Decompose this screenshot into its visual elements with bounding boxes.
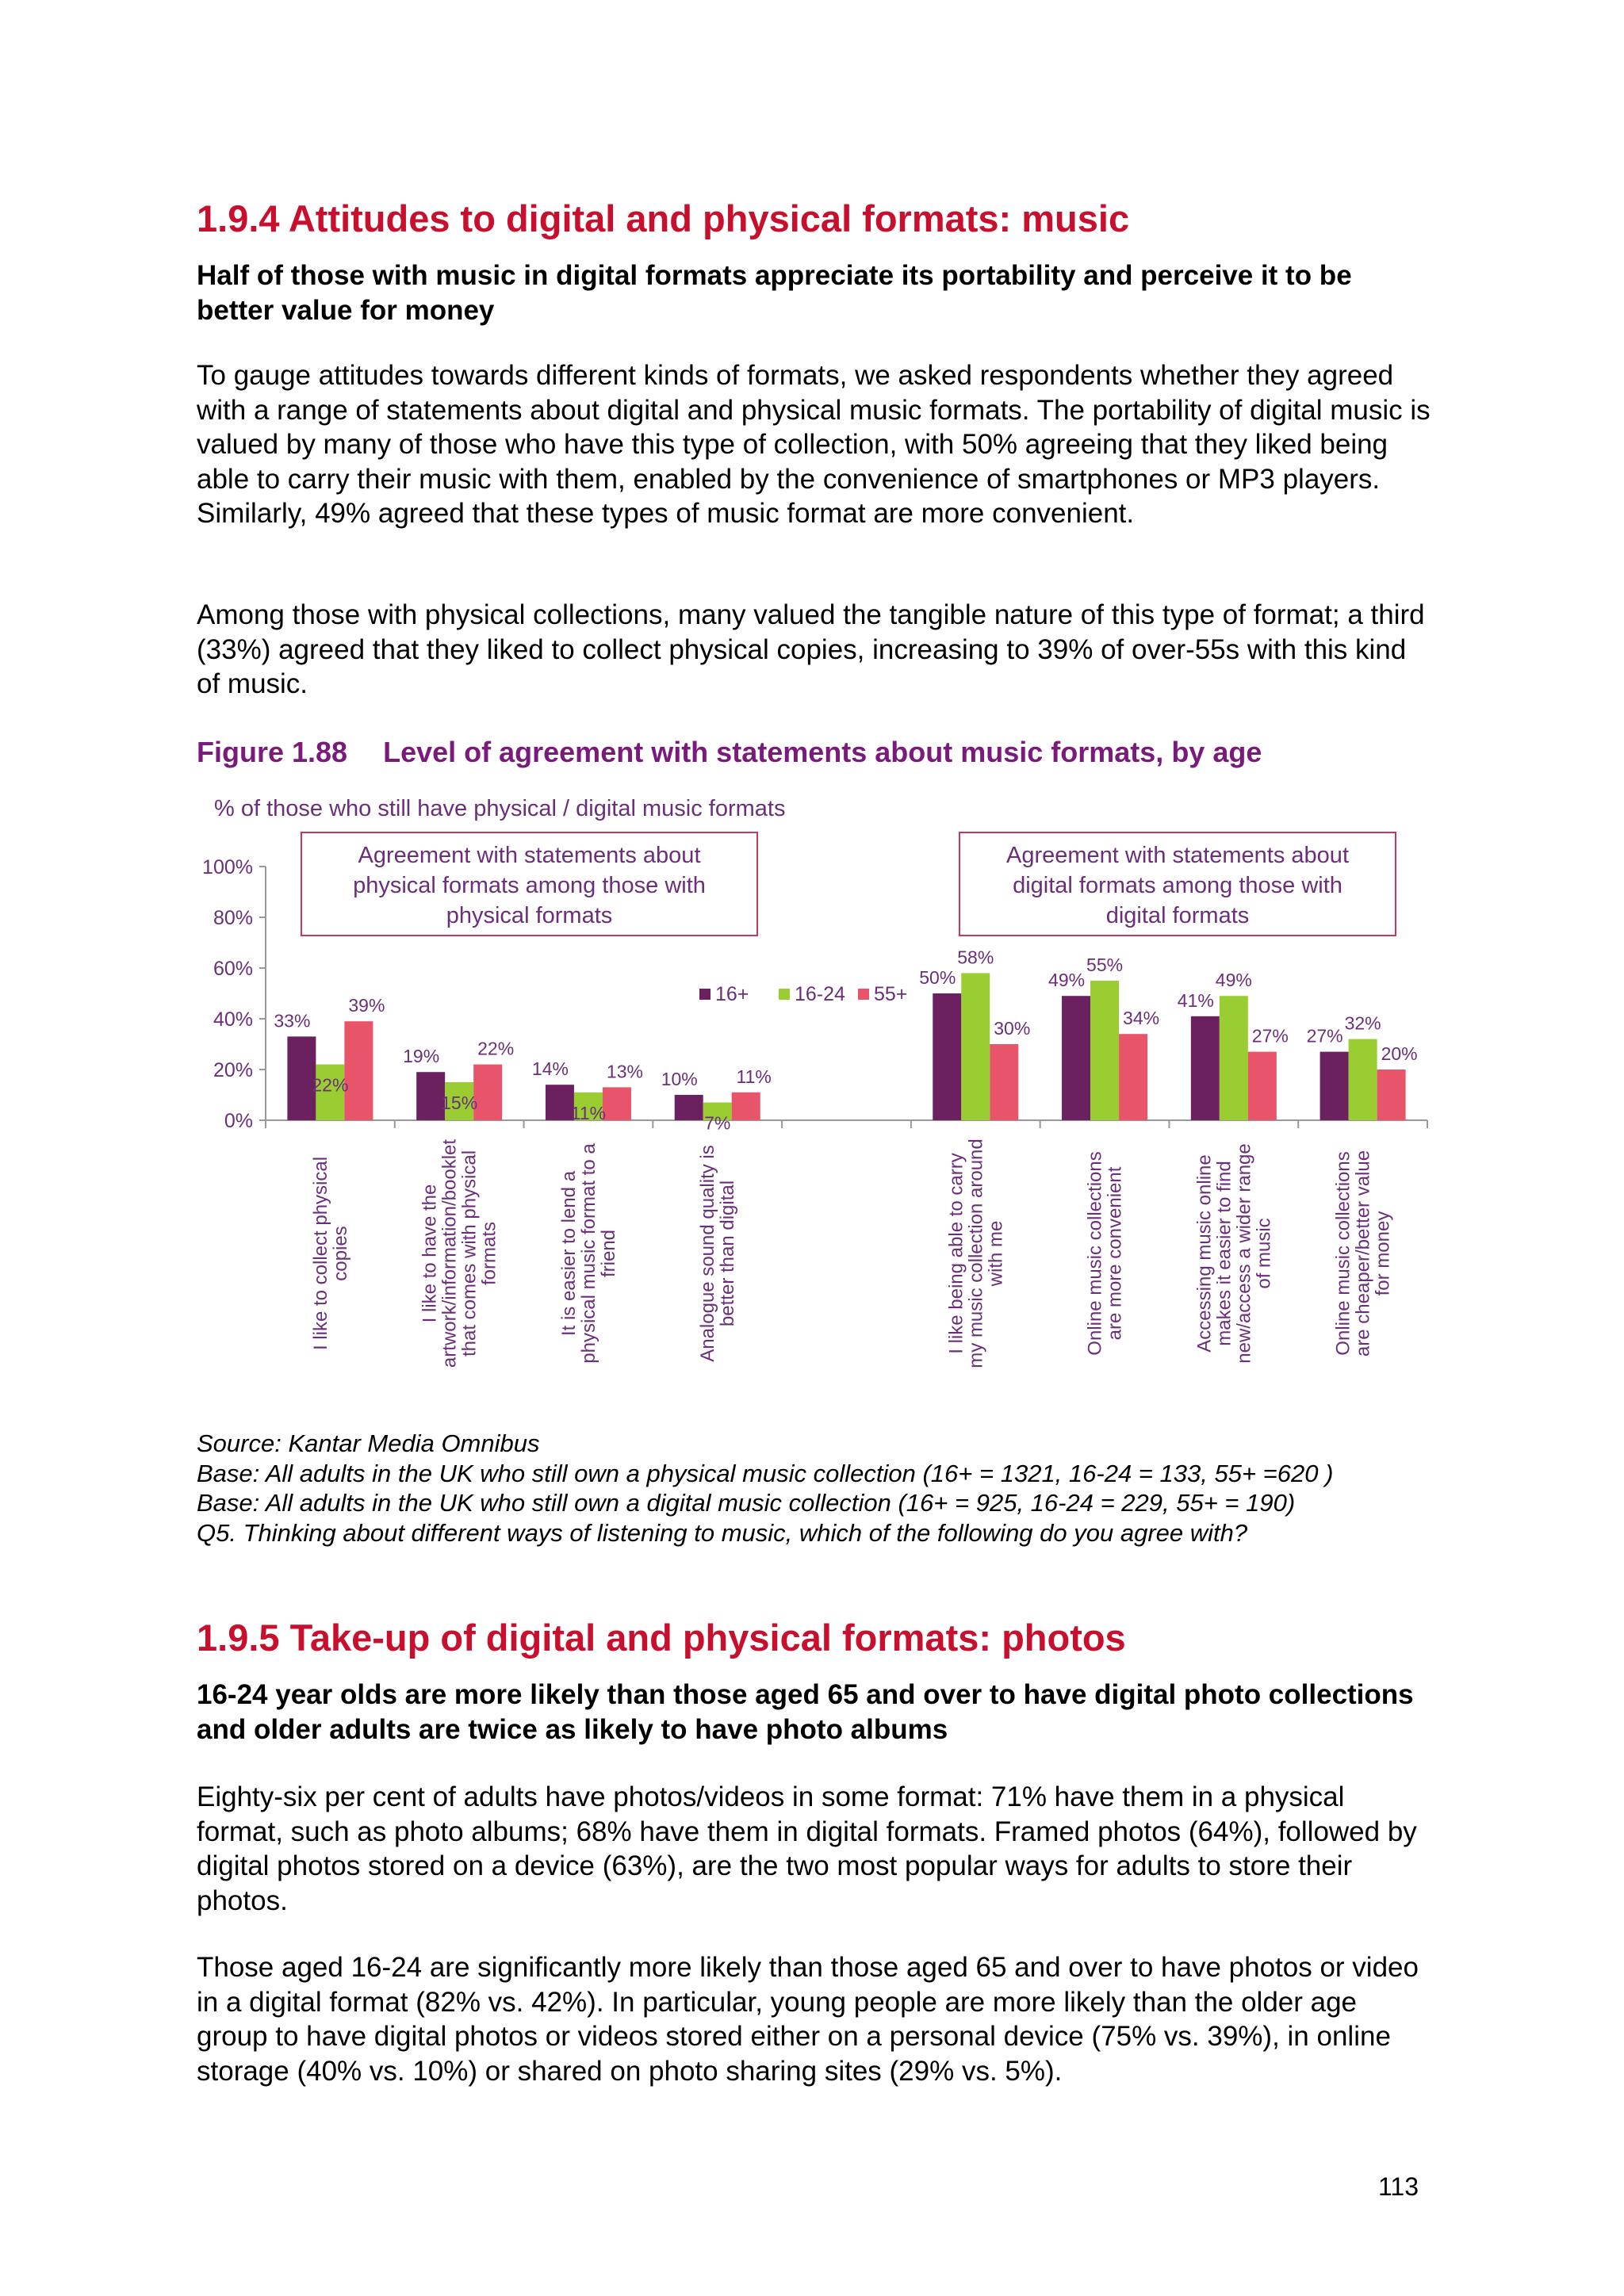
- source-line: Source: Kantar Media Omnibus: [197, 1429, 540, 1457]
- group-box-text: physical formats among those with: [353, 873, 706, 898]
- figure-caption: Level of agreement with statements about music formats, by age: [383, 736, 1262, 768]
- paragraph-photos-2: Those aged 16-24 are significantly more likely than those aged 65 and over to have photos or video in a digital format (82% vs. 42%). In particular, young people are more likely than the older age group to have digital photos or videos stored either on a personal device (75% vs. 39%), in online storage (40% vs. 10%) or shared on photo sharing sites (29% vs. 5%).: [197, 1952, 1419, 2087]
- data-label: 22%: [312, 1074, 349, 1096]
- bar-16+: [1062, 996, 1090, 1120]
- category-label: my music collection around: [965, 1138, 987, 1368]
- data-label: 11%: [570, 1102, 607, 1123]
- category-label: are cheaper/better value: [1352, 1150, 1374, 1357]
- data-label: 27%: [1306, 1025, 1343, 1047]
- data-label: 27%: [1251, 1025, 1289, 1047]
- chart-group-boxes: [301, 832, 1396, 936]
- category-label: Online music collections: [1332, 1151, 1354, 1356]
- figure-number: Figure 1.88: [197, 736, 348, 768]
- y-tick-label: 60%: [213, 958, 253, 980]
- bar-16-24: [961, 973, 990, 1120]
- bar-55+: [1248, 1052, 1277, 1120]
- data-label: 55%: [1086, 955, 1124, 975]
- y-tick-label: 100%: [202, 856, 253, 878]
- section-heading-photos: 1.9.5 Take-up of digital and physical formats: photos: [197, 1617, 1126, 1659]
- category-label: new/access a wider range: [1233, 1143, 1255, 1364]
- data-label: 33%: [274, 1010, 311, 1031]
- category-label: I like to collect physical: [309, 1156, 331, 1351]
- group-box-text: physical formats: [446, 903, 613, 928]
- category-label: friend: [597, 1229, 619, 1278]
- data-label: 22%: [477, 1038, 515, 1059]
- category-label: better than digital: [717, 1180, 739, 1327]
- data-label: 49%: [1048, 970, 1086, 991]
- category-label: Accessing music online: [1193, 1154, 1216, 1353]
- paragraph-music-1: To gauge attitudes towards different kinds of formats, we asked respondents whether they agreed with a range of statements about digital and physical music formats. The portability of digital music is valued by many of those who have this type of collection, with 50% agreeing that they liked being able to carry their music with them, enabled by the convenience of smartphones or MP3 players. Similarly, 49% agreed that these types of music format are more convenient.: [197, 360, 1431, 529]
- data-label: 58%: [957, 947, 994, 968]
- legend-swatch: [699, 989, 710, 1000]
- category-label: for money: [1372, 1211, 1394, 1296]
- data-label: 34%: [1123, 1008, 1160, 1029]
- question-line: Q5. Thinking about different ways of listening to music, which of the following do you agree with?: [197, 1518, 1248, 1547]
- base-physical-line: Base: All adults in the UK who still own a physical music collection (16+ = 1321, 16-24 = 133, 55+ =620 ): [197, 1459, 1334, 1487]
- bar-16+: [546, 1085, 574, 1120]
- data-label: 10%: [661, 1069, 698, 1089]
- data-label: 19%: [403, 1046, 440, 1067]
- data-label: 39%: [348, 995, 385, 1016]
- data-label: 20%: [1381, 1043, 1418, 1064]
- bar-16+: [933, 993, 961, 1120]
- legend-swatch: [779, 989, 790, 1000]
- bar-16+: [1191, 1016, 1220, 1120]
- category-label: formats: [478, 1221, 500, 1286]
- legend-label: 16+: [715, 983, 749, 1005]
- category-label: copies: [329, 1226, 351, 1281]
- section-lead-music: Half of those with music in digital formats appreciate its portability and perceive it to be better value for money: [197, 260, 1352, 326]
- data-label: 49%: [1215, 970, 1252, 991]
- y-tick-label: 0%: [224, 1110, 253, 1132]
- paragraph-photos-1: Eighty-six per cent of adults have photos/videos in some format: 71% have them in a physical format, such as photo albums; 68% have them in digital formats. Framed photos (64%), followed by digital photos stored on a device (63%), are the two most popular ways for adults to store their photos.: [197, 1781, 1417, 1916]
- bar-55+: [990, 1044, 1018, 1120]
- chart-legend: [699, 983, 907, 1005]
- bar-55+: [1119, 1034, 1147, 1120]
- category-label: I like being able to carry: [945, 1153, 967, 1354]
- y-tick-label: 20%: [213, 1059, 253, 1081]
- y-tick-label: 40%: [213, 1008, 253, 1031]
- group-box-text: digital formats: [1105, 903, 1250, 928]
- bar-16+: [675, 1095, 703, 1120]
- data-label: 15%: [441, 1093, 478, 1113]
- category-label: of music: [1253, 1218, 1275, 1289]
- category-label: physical music format to a: [577, 1143, 599, 1364]
- bar-55+: [344, 1021, 373, 1120]
- group-box-text: digital formats among those with: [1013, 873, 1342, 898]
- chart-category-labels: [310, 1138, 1394, 1368]
- source-note: [197, 1429, 1465, 1548]
- bar-55+: [473, 1065, 502, 1120]
- section-heading-music: 1.9.4 Attitudes to digital and physical formats: music: [197, 197, 1130, 239]
- page-number: 113: [1378, 2172, 1419, 2201]
- bar-55+: [732, 1093, 760, 1120]
- bar-16-24: [1349, 1039, 1377, 1120]
- data-label: 32%: [1344, 1012, 1381, 1034]
- bar-16-24: [1220, 996, 1248, 1120]
- data-label: 11%: [736, 1066, 772, 1087]
- chart-subtitle: % of those who still have physical / digital music formats: [214, 796, 786, 821]
- category-label: artwork/information/booklet: [439, 1138, 461, 1368]
- data-label: 50%: [919, 967, 956, 988]
- section-lead-photos: 16-24 year olds are more likely than those aged 65 and over to have digital photo collections and older adults are twice as likely to have photo albums: [197, 1679, 1414, 1745]
- category-label: Analogue sound quality is: [697, 1145, 719, 1362]
- y-tick-label: 80%: [213, 907, 253, 929]
- category-label: Online music collections: [1084, 1151, 1106, 1356]
- bar-55+: [603, 1087, 631, 1120]
- category-label: It is easier to lend a: [557, 1170, 580, 1337]
- paragraph-music-2: Among those with physical collections, many valued the tangible nature of this type of format; a third (33%) agreed that they liked to collect physical copies, increasing to 39% of over-55s with this kind of music.: [197, 599, 1425, 699]
- category-label: that comes with physical: [458, 1150, 481, 1357]
- data-label: 14%: [531, 1058, 569, 1080]
- music-attitudes-chart: [190, 785, 1435, 1403]
- category-label: are more convenient: [1104, 1166, 1126, 1341]
- bar-55+: [1377, 1070, 1406, 1120]
- bar-16-24: [1090, 981, 1119, 1120]
- category-label: I like to have the: [419, 1184, 441, 1323]
- data-label: 13%: [606, 1061, 643, 1082]
- data-label: 30%: [994, 1018, 1031, 1039]
- figure-title: [197, 735, 1262, 770]
- data-label: 41%: [1177, 989, 1214, 1011]
- legend-label: 16-24: [795, 983, 845, 1005]
- category-label: makes it easier to find: [1213, 1161, 1235, 1346]
- base-digital-line: Base: All adults in the UK who still own a digital music collection (16+ = 925, 16-24 = 229, 55+ = 190): [197, 1489, 1296, 1517]
- legend-swatch: [858, 989, 869, 1000]
- category-label: with me: [985, 1220, 1007, 1287]
- bar-16+: [1320, 1052, 1349, 1120]
- data-label: 7%: [704, 1112, 731, 1134]
- group-box-text: Agreement with statements about: [1005, 843, 1350, 868]
- legend-label: 55+: [874, 983, 908, 1005]
- group-box-text: Agreement with statements about: [358, 843, 701, 868]
